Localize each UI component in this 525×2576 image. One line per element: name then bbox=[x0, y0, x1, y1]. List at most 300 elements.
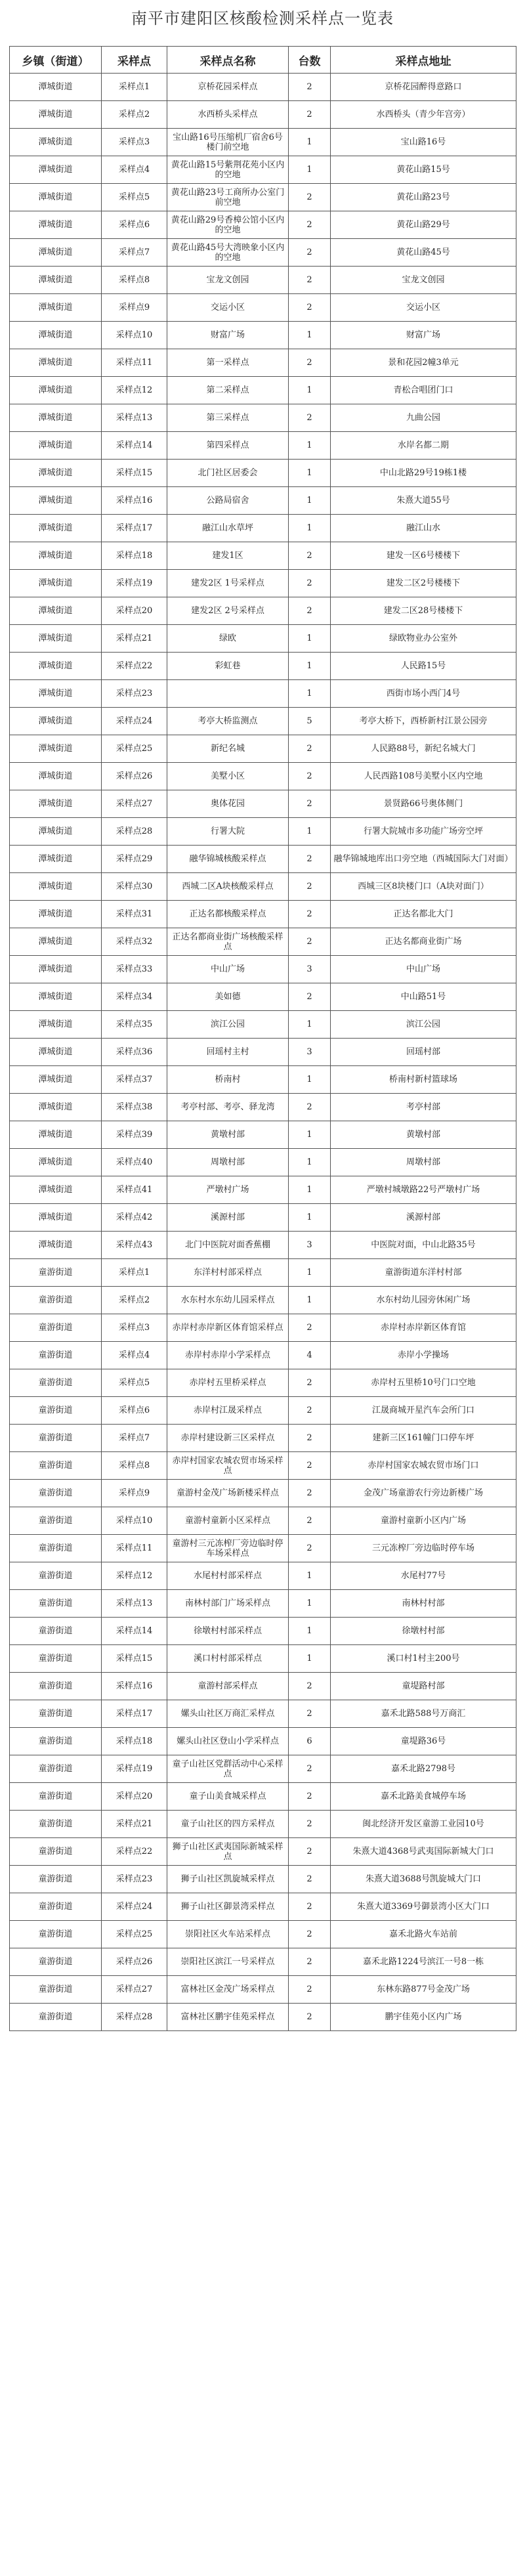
cell-count: 1 bbox=[289, 1618, 331, 1645]
cell-point-name: 考亭村部、考亭、驿龙湾 bbox=[167, 1094, 289, 1121]
table-row bbox=[10, 1287, 516, 1314]
cell-point: 采样点9 bbox=[102, 1480, 167, 1507]
cell-address: 宝山路16号 bbox=[331, 129, 516, 156]
table-row bbox=[10, 570, 516, 597]
cell-address: 童游村童新小区内广场 bbox=[331, 1507, 516, 1535]
table-row bbox=[10, 1755, 516, 1783]
cell-point: 采样点26 bbox=[102, 1948, 167, 1976]
cell-address: 融江山水 bbox=[331, 515, 516, 542]
cell-town: 潭城街道 bbox=[10, 983, 102, 1011]
cell-town: 潭城街道 bbox=[10, 625, 102, 653]
cell-point: 采样点5 bbox=[102, 1369, 167, 1397]
cell-count: 1 bbox=[289, 1287, 331, 1314]
cell-point-name: 美墅小区 bbox=[167, 763, 289, 790]
table-row bbox=[10, 680, 516, 708]
table-row bbox=[10, 873, 516, 901]
cell-count: 2 bbox=[289, 570, 331, 597]
cell-point: 采样点29 bbox=[102, 846, 167, 873]
cell-address: 赤岸村国家农城农贸市场门口 bbox=[331, 1452, 516, 1480]
cell-count: 2 bbox=[289, 239, 331, 267]
cell-point: 采样点43 bbox=[102, 1232, 167, 1259]
cell-point: 采样点7 bbox=[102, 1425, 167, 1452]
table-row bbox=[10, 2004, 516, 2031]
cell-point: 采样点14 bbox=[102, 1618, 167, 1645]
cell-point-name: 水西桥头采样点 bbox=[167, 101, 289, 129]
cell-point: 采样点13 bbox=[102, 1590, 167, 1618]
cell-town: 童游街道 bbox=[10, 1948, 102, 1976]
cell-point-name: 黄花山路45号大湾映象小区内的空地 bbox=[167, 239, 289, 267]
cell-town: 潭城街道 bbox=[10, 1094, 102, 1121]
cell-address: 建新三区161幢门口停车坪 bbox=[331, 1425, 516, 1452]
cell-point: 采样点15 bbox=[102, 460, 167, 487]
cell-point: 采样点28 bbox=[102, 2004, 167, 2031]
table-row bbox=[10, 1783, 516, 1811]
table-row bbox=[10, 846, 516, 873]
cell-point: 采样点12 bbox=[102, 1562, 167, 1590]
cell-count: 2 bbox=[289, 901, 331, 928]
cell-address: 朱熹大道3369号御景湾小区大门口 bbox=[331, 1893, 516, 1921]
cell-town: 潭城街道 bbox=[10, 377, 102, 404]
cell-count: 1 bbox=[289, 1645, 331, 1673]
cell-town: 童游街道 bbox=[10, 1425, 102, 1452]
cell-point-name: 北门社区居委会 bbox=[167, 460, 289, 487]
cell-town: 童游街道 bbox=[10, 1287, 102, 1314]
cell-town: 童游街道 bbox=[10, 1452, 102, 1480]
cell-address: 中山路51号 bbox=[331, 983, 516, 1011]
cell-count: 2 bbox=[289, 1838, 331, 1866]
cell-point: 采样点21 bbox=[102, 625, 167, 653]
cell-count: 3 bbox=[289, 1039, 331, 1066]
cell-town: 童游街道 bbox=[10, 1480, 102, 1507]
cell-address: 宝龙文创园 bbox=[331, 267, 516, 294]
cell-point: 采样点14 bbox=[102, 432, 167, 460]
cell-count: 2 bbox=[289, 184, 331, 211]
cell-point-name: 宝龙文创园 bbox=[167, 267, 289, 294]
cell-point: 采样点31 bbox=[102, 901, 167, 928]
table-row bbox=[10, 983, 516, 1011]
cell-point: 采样点27 bbox=[102, 790, 167, 818]
cell-point: 采样点17 bbox=[102, 515, 167, 542]
cell-address: 童堤路36号 bbox=[331, 1728, 516, 1755]
cell-town: 潭城街道 bbox=[10, 790, 102, 818]
cell-address: 黄墩村部 bbox=[331, 1121, 516, 1149]
table-row bbox=[10, 1618, 516, 1645]
cell-address: 黄花山路15号 bbox=[331, 156, 516, 184]
table-row bbox=[10, 597, 516, 625]
cell-address: 徐墩村村部 bbox=[331, 1618, 516, 1645]
cell-point-name: 西城二区A块核酸采样点 bbox=[167, 873, 289, 901]
cell-count: 1 bbox=[289, 1011, 331, 1039]
cell-count: 2 bbox=[289, 1535, 331, 1562]
cell-point: 采样点8 bbox=[102, 1452, 167, 1480]
cell-town: 潭城街道 bbox=[10, 818, 102, 846]
cell-point-name: 富林社区金茂广场采样点 bbox=[167, 1976, 289, 2004]
table-row bbox=[10, 1507, 516, 1535]
cell-point: 采样点23 bbox=[102, 1866, 167, 1893]
cell-point: 采样点17 bbox=[102, 1700, 167, 1728]
cell-address: 景贤路66号奥体侧门 bbox=[331, 790, 516, 818]
table-row bbox=[10, 1590, 516, 1618]
cell-point-name: 财富广场 bbox=[167, 322, 289, 349]
table-header-row bbox=[10, 47, 516, 74]
cell-count: 1 bbox=[289, 1176, 331, 1204]
cell-point-name: 公路局宿舍 bbox=[167, 487, 289, 515]
cell-town: 童游街道 bbox=[10, 1645, 102, 1673]
cell-address: 水岸名都二期 bbox=[331, 432, 516, 460]
cell-address: 九曲公园 bbox=[331, 404, 516, 432]
cell-point-name: 嫘头山社区登山小学采样点 bbox=[167, 1728, 289, 1755]
cell-point: 采样点25 bbox=[102, 735, 167, 763]
cell-town: 童游街道 bbox=[10, 1314, 102, 1342]
cell-point: 采样点22 bbox=[102, 653, 167, 680]
cell-address: 嘉禾北路2798号 bbox=[331, 1755, 516, 1783]
table-row bbox=[10, 818, 516, 846]
table-row bbox=[10, 928, 516, 956]
table-row bbox=[10, 1866, 516, 1893]
cell-town: 潭城街道 bbox=[10, 267, 102, 294]
cell-count: 2 bbox=[289, 404, 331, 432]
table-row bbox=[10, 1011, 516, 1039]
cell-count: 2 bbox=[289, 1452, 331, 1480]
cell-address: 融华锦城地库出口旁空地（西城国际大门对面） bbox=[331, 846, 516, 873]
cell-count: 2 bbox=[289, 1700, 331, 1728]
cell-count: 2 bbox=[289, 1893, 331, 1921]
table-row bbox=[10, 1342, 516, 1369]
cell-point-name: 黄花山路15号紫荆花苑小区内的空地 bbox=[167, 156, 289, 184]
cell-address: 考亭村部 bbox=[331, 1094, 516, 1121]
cell-point: 采样点16 bbox=[102, 1673, 167, 1700]
table-row bbox=[10, 956, 516, 983]
cell-address: 闽北经济开发区童游工业园10号 bbox=[331, 1811, 516, 1838]
header-count: 台数 bbox=[289, 47, 331, 74]
cell-point-name: 新纪名城 bbox=[167, 735, 289, 763]
cell-point-name: 黄花山路29号香樟公馆小区内的空地 bbox=[167, 211, 289, 239]
cell-point-name: 融江山水草坪 bbox=[167, 515, 289, 542]
cell-address: 周墩村部 bbox=[331, 1149, 516, 1176]
cell-point: 采样点24 bbox=[102, 708, 167, 735]
table-row bbox=[10, 294, 516, 322]
cell-town: 潭城街道 bbox=[10, 653, 102, 680]
cell-point: 采样点1 bbox=[102, 1259, 167, 1287]
cell-point: 采样点4 bbox=[102, 156, 167, 184]
cell-point: 采样点6 bbox=[102, 1397, 167, 1425]
table-row bbox=[10, 1480, 516, 1507]
cell-point-name: 狮子山社区御景湾采样点 bbox=[167, 1893, 289, 1921]
cell-town: 潭城街道 bbox=[10, 211, 102, 239]
cell-point-name: 东洋村村部采样点 bbox=[167, 1259, 289, 1287]
cell-point: 采样点2 bbox=[102, 1287, 167, 1314]
cell-town: 童游街道 bbox=[10, 1590, 102, 1618]
cell-address: 人民西路108号美墅小区内空地 bbox=[331, 763, 516, 790]
cell-point-name: 建发2区 1号采样点 bbox=[167, 570, 289, 597]
cell-point: 采样点38 bbox=[102, 1094, 167, 1121]
cell-point-name: 第三采样点 bbox=[167, 404, 289, 432]
cell-town: 潭城街道 bbox=[10, 1204, 102, 1232]
cell-point: 采样点18 bbox=[102, 1728, 167, 1755]
cell-count: 1 bbox=[289, 625, 331, 653]
cell-address: 赤岸村赤岸新区体育馆 bbox=[331, 1314, 516, 1342]
cell-address: 西城三区8块楼门口（A块对面门） bbox=[331, 873, 516, 901]
cell-count: 1 bbox=[289, 1590, 331, 1618]
table-row bbox=[10, 790, 516, 818]
cell-address: 中山广场 bbox=[331, 956, 516, 983]
cell-point-name: 赤岸村江晟采样点 bbox=[167, 1397, 289, 1425]
table-row bbox=[10, 1562, 516, 1590]
cell-count: 6 bbox=[289, 1728, 331, 1755]
cell-address: 严墩村城墩路22号严墩村广场 bbox=[331, 1176, 516, 1204]
cell-point: 采样点13 bbox=[102, 404, 167, 432]
cell-address: 黄花山路29号 bbox=[331, 211, 516, 239]
cell-town: 潭城街道 bbox=[10, 570, 102, 597]
cell-point-name: 第四采样点 bbox=[167, 432, 289, 460]
cell-point-name: 童子山美食城采样点 bbox=[167, 1783, 289, 1811]
header-address: 采样点地址 bbox=[331, 47, 516, 74]
table-row bbox=[10, 1425, 516, 1452]
cell-point: 采样点10 bbox=[102, 1507, 167, 1535]
cell-address: 西街市场小西门4号 bbox=[331, 680, 516, 708]
cell-point-name: 崇阳社区火车站采样点 bbox=[167, 1921, 289, 1948]
cell-count: 1 bbox=[289, 1149, 331, 1176]
table-row bbox=[10, 1149, 516, 1176]
cell-point: 采样点9 bbox=[102, 294, 167, 322]
table-row bbox=[10, 1039, 516, 1066]
cell-town: 潭城街道 bbox=[10, 156, 102, 184]
cell-count: 2 bbox=[289, 1397, 331, 1425]
table-row bbox=[10, 1176, 516, 1204]
table-row bbox=[10, 129, 516, 156]
table-row bbox=[10, 708, 516, 735]
cell-count: 2 bbox=[289, 1314, 331, 1342]
cell-town: 潭城街道 bbox=[10, 129, 102, 156]
cell-count: 1 bbox=[289, 1259, 331, 1287]
cell-point: 采样点18 bbox=[102, 542, 167, 570]
cell-point: 采样点3 bbox=[102, 1314, 167, 1342]
cell-point-name: 童子山社区党群活动中心采样点 bbox=[167, 1755, 289, 1783]
cell-count: 1 bbox=[289, 653, 331, 680]
cell-point: 采样点23 bbox=[102, 680, 167, 708]
table-row bbox=[10, 1948, 516, 1976]
cell-town: 童游街道 bbox=[10, 1369, 102, 1397]
cell-point: 采样点39 bbox=[102, 1121, 167, 1149]
cell-count: 2 bbox=[289, 1783, 331, 1811]
cell-point: 采样点26 bbox=[102, 763, 167, 790]
cell-town: 童游街道 bbox=[10, 1342, 102, 1369]
cell-count: 3 bbox=[289, 956, 331, 983]
cell-point-name: 北门中医院对面香蕉棚 bbox=[167, 1232, 289, 1259]
table-row bbox=[10, 515, 516, 542]
cell-address: 人民路88号，新纪名城大门 bbox=[331, 735, 516, 763]
cell-town: 潭城街道 bbox=[10, 1149, 102, 1176]
table-row bbox=[10, 349, 516, 377]
table-row bbox=[10, 1121, 516, 1149]
table-row bbox=[10, 404, 516, 432]
cell-point: 采样点34 bbox=[102, 983, 167, 1011]
cell-count: 2 bbox=[289, 1094, 331, 1121]
cell-point-name: 中山广场 bbox=[167, 956, 289, 983]
cell-point-name: 黄墩村部 bbox=[167, 1121, 289, 1149]
cell-point: 采样点2 bbox=[102, 101, 167, 129]
cell-address: 中山北路29号19栋1楼 bbox=[331, 460, 516, 487]
cell-town: 童游街道 bbox=[10, 1976, 102, 2004]
table-row bbox=[10, 1921, 516, 1948]
cell-town: 潭城街道 bbox=[10, 432, 102, 460]
cell-point-name: 富林社区鹏宇佳苑采样点 bbox=[167, 2004, 289, 2031]
table-row bbox=[10, 377, 516, 404]
cell-town: 潭城街道 bbox=[10, 101, 102, 129]
cell-address: 正达名都商业街广场 bbox=[331, 928, 516, 956]
header-point-name: 采样点名称 bbox=[167, 47, 289, 74]
cell-town: 潭城街道 bbox=[10, 184, 102, 211]
cell-count: 4 bbox=[289, 1342, 331, 1369]
cell-town: 童游街道 bbox=[10, 1755, 102, 1783]
cell-address: 溪源村部 bbox=[331, 1204, 516, 1232]
cell-point-name: 桥南村 bbox=[167, 1066, 289, 1094]
table-row bbox=[10, 653, 516, 680]
cell-point-name: 建发1区 bbox=[167, 542, 289, 570]
cell-count: 2 bbox=[289, 1369, 331, 1397]
cell-point: 采样点28 bbox=[102, 818, 167, 846]
cell-count: 1 bbox=[289, 515, 331, 542]
cell-point: 采样点41 bbox=[102, 1176, 167, 1204]
cell-point-name: 赤岸村五里桥采样点 bbox=[167, 1369, 289, 1397]
cell-address: 财富广场 bbox=[331, 322, 516, 349]
cell-town: 童游街道 bbox=[10, 1838, 102, 1866]
table-row bbox=[10, 1673, 516, 1700]
table-row bbox=[10, 156, 516, 184]
cell-point: 采样点15 bbox=[102, 1645, 167, 1673]
table-row bbox=[10, 267, 516, 294]
cell-point-name: 崇阳社区滨江一号采样点 bbox=[167, 1948, 289, 1976]
cell-count: 1 bbox=[289, 432, 331, 460]
cell-point-name: 彩虹巷 bbox=[167, 653, 289, 680]
cell-address: 嘉禾北路1224号滨江一号8一栋 bbox=[331, 1948, 516, 1976]
cell-town: 童游街道 bbox=[10, 1893, 102, 1921]
table-row bbox=[10, 1452, 516, 1480]
cell-town: 潭城街道 bbox=[10, 294, 102, 322]
cell-count: 1 bbox=[289, 322, 331, 349]
cell-address: 黄花山路45号 bbox=[331, 239, 516, 267]
cell-town: 潭城街道 bbox=[10, 515, 102, 542]
cell-point-name: 童游村三元冻榨厂旁边临时停车场采样点 bbox=[167, 1535, 289, 1562]
cell-point: 采样点16 bbox=[102, 487, 167, 515]
cell-town: 潭城街道 bbox=[10, 763, 102, 790]
cell-address: 水西桥头（青少年宫旁） bbox=[331, 101, 516, 129]
cell-town: 潭城街道 bbox=[10, 74, 102, 101]
cell-town: 潭城街道 bbox=[10, 708, 102, 735]
cell-count: 1 bbox=[289, 1562, 331, 1590]
cell-town: 童游街道 bbox=[10, 1866, 102, 1893]
cell-address: 赤岸小学操场 bbox=[331, 1342, 516, 1369]
cell-count: 2 bbox=[289, 763, 331, 790]
header-point: 采样点 bbox=[102, 47, 167, 74]
cell-point: 采样点33 bbox=[102, 956, 167, 983]
table-row bbox=[10, 901, 516, 928]
cell-address: 溪口村1村主200号 bbox=[331, 1645, 516, 1673]
cell-point: 采样点11 bbox=[102, 1535, 167, 1562]
cell-point-name: 交运小区 bbox=[167, 294, 289, 322]
cell-town: 童游街道 bbox=[10, 1728, 102, 1755]
cell-point: 采样点36 bbox=[102, 1039, 167, 1066]
cell-town: 童游街道 bbox=[10, 1535, 102, 1562]
cell-address: 东林东路877号金茂广场 bbox=[331, 1976, 516, 2004]
cell-address: 交运小区 bbox=[331, 294, 516, 322]
cell-town: 潭城街道 bbox=[10, 597, 102, 625]
cell-count: 2 bbox=[289, 294, 331, 322]
cell-point-name: 严墩村广场 bbox=[167, 1176, 289, 1204]
cell-count: 5 bbox=[289, 708, 331, 735]
cell-town: 潭城街道 bbox=[10, 735, 102, 763]
cell-point-name: 正达名都核酸采样点 bbox=[167, 901, 289, 928]
cell-town: 潭城街道 bbox=[10, 542, 102, 570]
cell-point-name: 童子山社区的四方采样点 bbox=[167, 1811, 289, 1838]
cell-town: 潭城街道 bbox=[10, 928, 102, 956]
cell-count: 2 bbox=[289, 873, 331, 901]
cell-count: 2 bbox=[289, 928, 331, 956]
cell-point-name: 童游村金茂广场新楼采样点 bbox=[167, 1480, 289, 1507]
cell-point-name bbox=[167, 680, 289, 708]
cell-point-name: 水尾村村部采样点 bbox=[167, 1562, 289, 1590]
cell-count: 3 bbox=[289, 1232, 331, 1259]
cell-point: 采样点19 bbox=[102, 570, 167, 597]
cell-address: 三元冻榨厂旁边临时停车场 bbox=[331, 1535, 516, 1562]
cell-point: 采样点8 bbox=[102, 267, 167, 294]
cell-point-name: 回瑶村主村 bbox=[167, 1039, 289, 1066]
cell-town: 潭城街道 bbox=[10, 1011, 102, 1039]
cell-point: 采样点22 bbox=[102, 1838, 167, 1866]
cell-address: 赤岸村五里桥10号门口空地 bbox=[331, 1369, 516, 1397]
cell-count: 2 bbox=[289, 1948, 331, 1976]
cell-point: 采样点37 bbox=[102, 1066, 167, 1094]
cell-point: 采样点42 bbox=[102, 1204, 167, 1232]
table-row bbox=[10, 1204, 516, 1232]
cell-address: 朱熹大道55号 bbox=[331, 487, 516, 515]
cell-point-name: 赤岸村赤岸小学采样点 bbox=[167, 1342, 289, 1369]
cell-town: 潭城街道 bbox=[10, 901, 102, 928]
cell-point: 采样点5 bbox=[102, 184, 167, 211]
cell-point-name: 行署大院 bbox=[167, 818, 289, 846]
table-row bbox=[10, 625, 516, 653]
cell-point: 采样点30 bbox=[102, 873, 167, 901]
cell-address: 童堤路村部 bbox=[331, 1673, 516, 1700]
cell-count: 1 bbox=[289, 1066, 331, 1094]
cell-point-name: 京桥花园采样点 bbox=[167, 74, 289, 101]
cell-address: 考亭大桥下，西桥新村江景公园旁 bbox=[331, 708, 516, 735]
cell-point-name: 童游村部采样点 bbox=[167, 1673, 289, 1700]
table-row bbox=[10, 542, 516, 570]
cell-count: 1 bbox=[289, 1121, 331, 1149]
cell-point-name: 黄花山路23号工商所办公室门前空地 bbox=[167, 184, 289, 211]
cell-point-name: 赤岸村建设新三区采样点 bbox=[167, 1425, 289, 1452]
table-row bbox=[10, 239, 516, 267]
table-row bbox=[10, 184, 516, 211]
cell-point-name: 宝山路16号压缩机厂宿舍6号楼门前空地 bbox=[167, 129, 289, 156]
table-row bbox=[10, 1700, 516, 1728]
cell-count: 2 bbox=[289, 597, 331, 625]
cell-point: 采样点19 bbox=[102, 1755, 167, 1783]
cell-point-name: 童游村童新小区采样点 bbox=[167, 1507, 289, 1535]
table-row bbox=[10, 1314, 516, 1342]
cell-point: 采样点7 bbox=[102, 239, 167, 267]
cell-count: 2 bbox=[289, 101, 331, 129]
cell-point: 采样点40 bbox=[102, 1149, 167, 1176]
cell-town: 童游街道 bbox=[10, 1673, 102, 1700]
table-row bbox=[10, 735, 516, 763]
cell-address: 鹏宇佳苑小区内广场 bbox=[331, 2004, 516, 2031]
cell-town: 童游街道 bbox=[10, 1921, 102, 1948]
cell-point: 采样点4 bbox=[102, 1342, 167, 1369]
cell-point-name: 徐墩村村部采样点 bbox=[167, 1618, 289, 1645]
cell-address: 南林村村部 bbox=[331, 1590, 516, 1618]
